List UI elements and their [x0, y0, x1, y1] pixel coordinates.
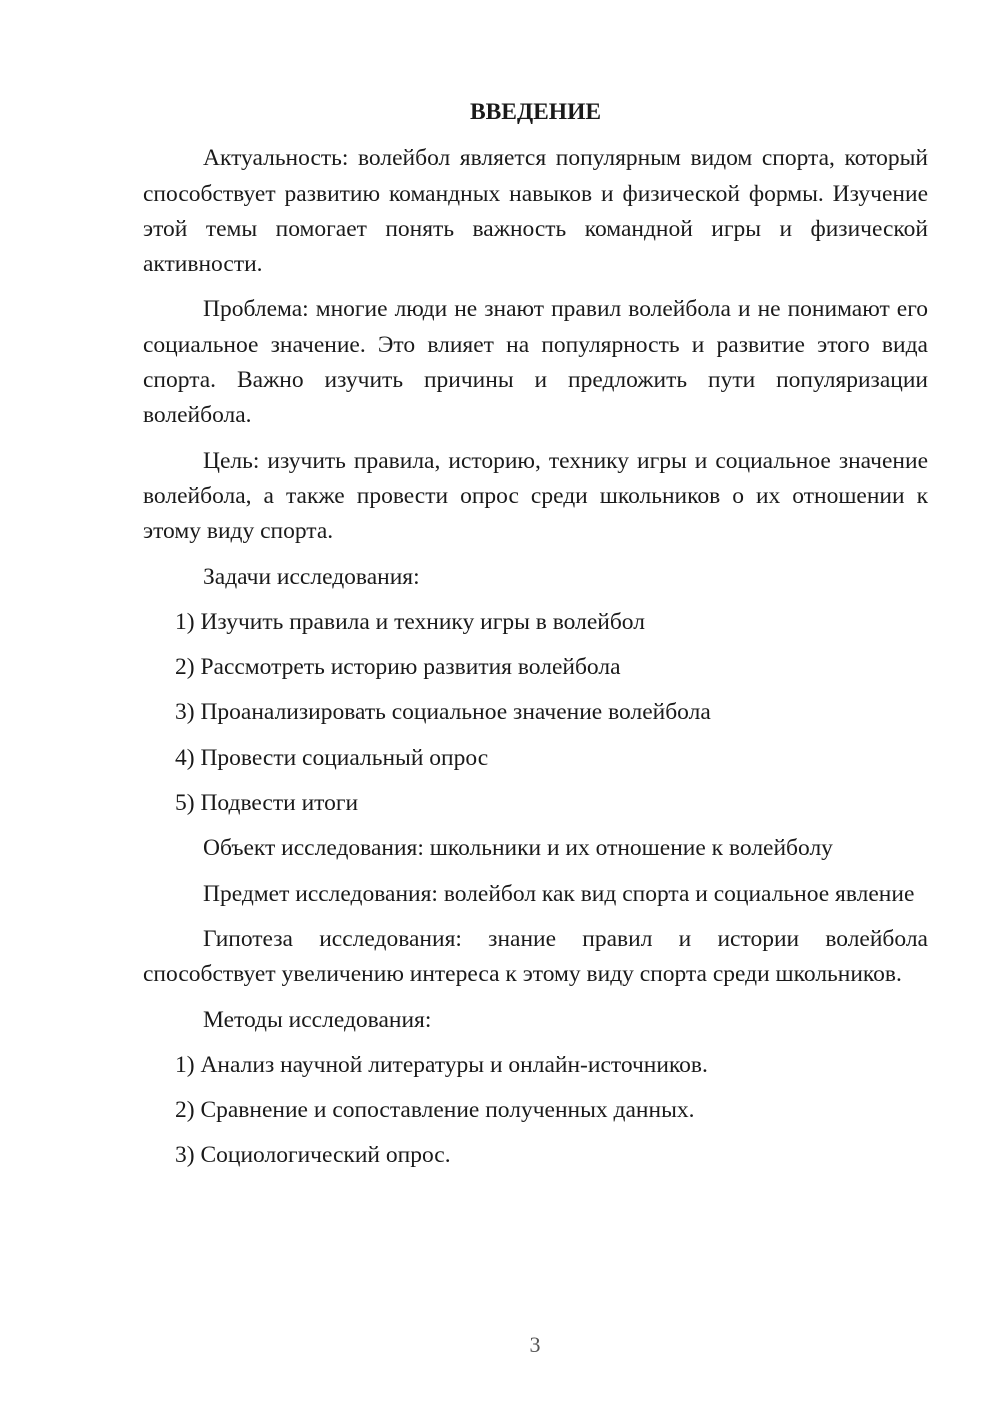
problem-paragraph: Проблема: многие люди не знают правил волейбола и не понимают его социальное значение. Это влияет на популярность и развитие этого вида спорта. Важно изучить причины и предложить пути популяризации волейбола. [143, 296, 928, 429]
list-item: 3) Проанализировать социальное значение волейбола [175, 699, 711, 726]
hypothesis-paragraph: Гипотеза исследования: знание правил и истории волейбола способствует увеличению интереса к этому виду спорта среди школьников. [143, 925, 928, 988]
page-title: ВВЕДЕНИЕ [469, 99, 602, 125]
tasks-heading: Задачи исследования: [203, 563, 420, 590]
methods-list [143, 1048, 928, 1174]
list-item: 1) Изучить правила и технику игры в волейбол [175, 608, 645, 635]
relevance-paragraph: Актуальность: волейбол является популярным видом спорта, который способствует развитию командных навыков и физической формы. Изучение этой темы помогает понять важность командной игры и физической активности. [143, 145, 928, 278]
list-item: 3) Социологический опрос. [175, 1142, 451, 1169]
tasks-list [143, 605, 928, 821]
list-item: 2) Рассмотреть историю развития волейбола [175, 654, 621, 681]
list-item: 1) Анализ научной литературы и онлайн-источников. [175, 1051, 708, 1078]
methods-heading: Методы исследования: [203, 1006, 432, 1033]
page-content [143, 95, 928, 1184]
page-number: 3 [529, 1332, 541, 1357]
goal-paragraph: Цель: изучить правила, историю, технику игры и социальное значение волейбола, а также провести опрос среди школьников о их отношении к этому виду спорта. [143, 447, 928, 545]
list-item: 5) Подвести итоги [175, 790, 359, 817]
list-item: 2) Сравнение и сопоставление полученных данных. [175, 1097, 695, 1124]
object-paragraph: Объект исследования: школьники и их отношение к волейболу [203, 835, 833, 862]
list-item: 4) Провести социальный опрос [175, 744, 489, 771]
subject-paragraph: Предмет исследования: волейбол как вид спорта и социальное явление [203, 880, 915, 907]
